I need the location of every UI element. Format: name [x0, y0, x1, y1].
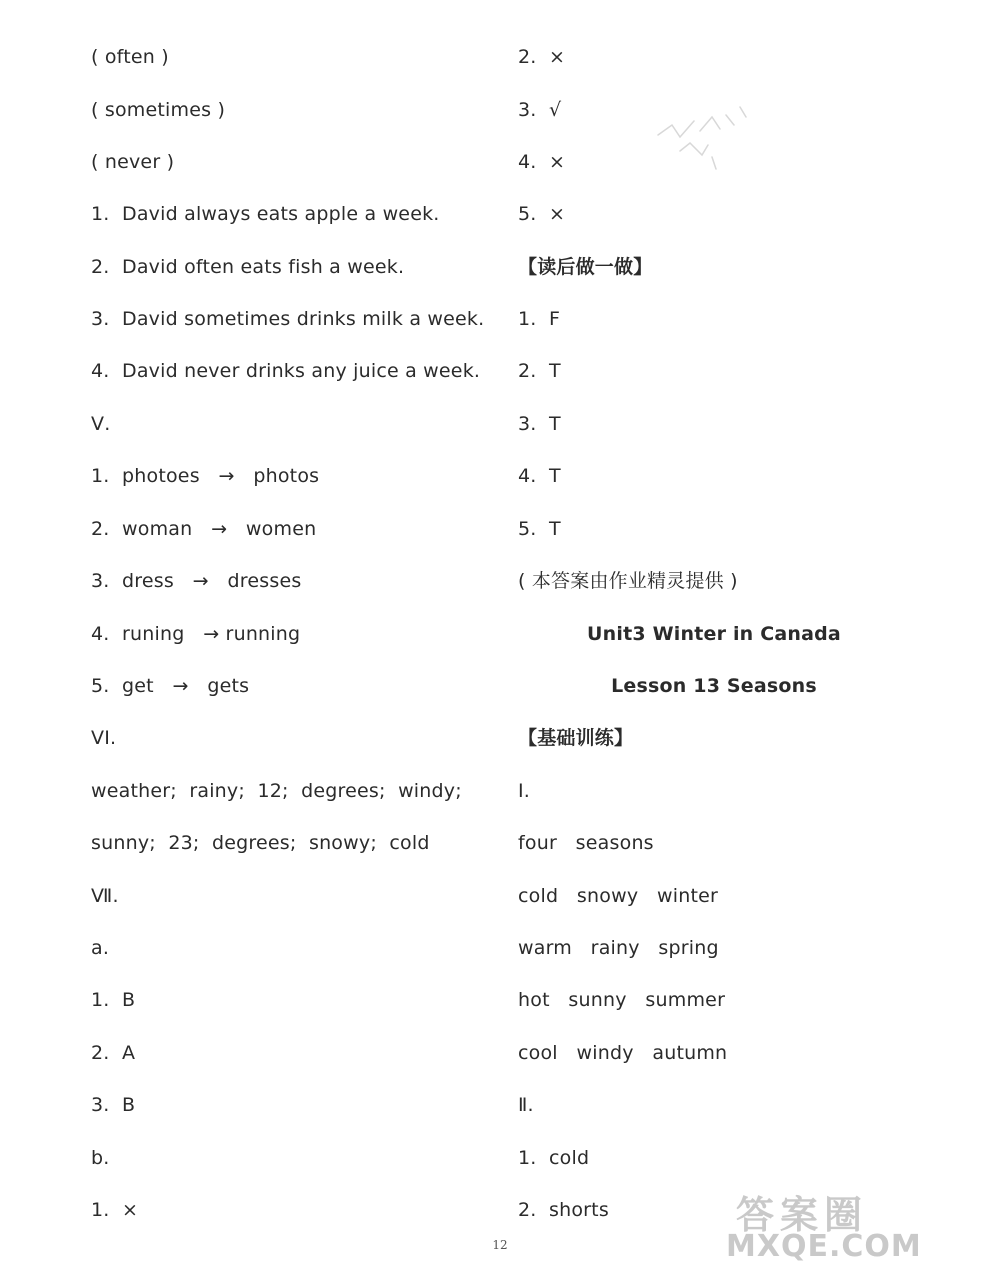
answer-line: 1. F — [518, 308, 561, 330]
answer-line: 1. B — [91, 989, 136, 1011]
answer-line: 2. × — [518, 46, 566, 68]
watermark-logo — [716, 1184, 986, 1264]
answer-line: four seasons — [518, 832, 654, 854]
section-header-basic: 【基础训练】 — [518, 727, 634, 749]
watermark-bottom-text: MXQE.COM — [726, 1229, 922, 1264]
section-label: Ⅴ. — [91, 413, 111, 435]
section-header-read: 【读后做一做】 — [518, 256, 653, 278]
pencil-scribble-icon — [650, 95, 760, 180]
answer-line: 4. × — [518, 151, 566, 173]
answer-line: cool windy autumn — [518, 1042, 728, 1064]
answer-line: 3. T — [518, 413, 561, 435]
answer-line: 5. × — [518, 203, 566, 225]
answer-line: 2. woman → women — [91, 518, 317, 540]
section-label: Ⅶ. — [91, 885, 119, 907]
section-label: Ⅱ. — [518, 1094, 534, 1116]
answer-line: 3. dress → dresses — [91, 570, 302, 592]
answer-line: ( often ) — [91, 46, 169, 68]
answer-line: 2. shorts — [518, 1199, 609, 1221]
answer-line: 4. runing → running — [91, 623, 301, 645]
watermark-top-text: 答案圈 — [736, 1193, 869, 1237]
credit-note: ( 本答案由作业精灵提供 ) — [518, 570, 738, 592]
answer-line: ( sometimes ) — [91, 99, 226, 121]
answer-line: 2. A — [91, 1042, 136, 1064]
answer-line: 3. √ — [518, 99, 562, 121]
answer-line: ( never ) — [91, 151, 175, 173]
answer-line: 1. cold — [518, 1147, 590, 1169]
section-label: Ⅰ. — [518, 780, 531, 802]
answer-line: 4. David never drinks any juice a week. — [91, 360, 481, 382]
answer-line: hot sunny summer — [518, 989, 726, 1011]
answer-line: 1. × — [91, 1199, 139, 1221]
answer-line: 2. David often eats fish a week. — [91, 256, 405, 278]
answer-line: 5. T — [518, 518, 561, 540]
answer-line: 3. B — [91, 1094, 136, 1116]
answer-line: sunny; 23; degrees; snowy; cold — [91, 832, 430, 854]
section-label: VI. — [91, 727, 117, 749]
answer-line: 1. photoes → photos — [91, 465, 320, 487]
lesson-title: Lesson 13 Seasons — [611, 675, 817, 697]
answer-line: 5. get → gets — [91, 675, 250, 697]
answer-line: warm rainy spring — [518, 937, 719, 959]
answer-line: 3. David sometimes drinks milk a week. — [91, 308, 485, 330]
answer-line: cold snowy winter — [518, 885, 719, 907]
unit-title: Unit3 Winter in Canada — [587, 623, 841, 645]
answer-line: weather; rainy; 12; degrees; windy; — [91, 780, 462, 802]
answer-line: 2. T — [518, 360, 561, 382]
answer-line: 1. David always eats apple a week. — [91, 203, 440, 225]
answer-line: 4. T — [518, 465, 561, 487]
sub-section-label: a. — [91, 937, 110, 959]
sub-section-label: b. — [91, 1147, 110, 1169]
page-number: 12 — [492, 1238, 508, 1252]
